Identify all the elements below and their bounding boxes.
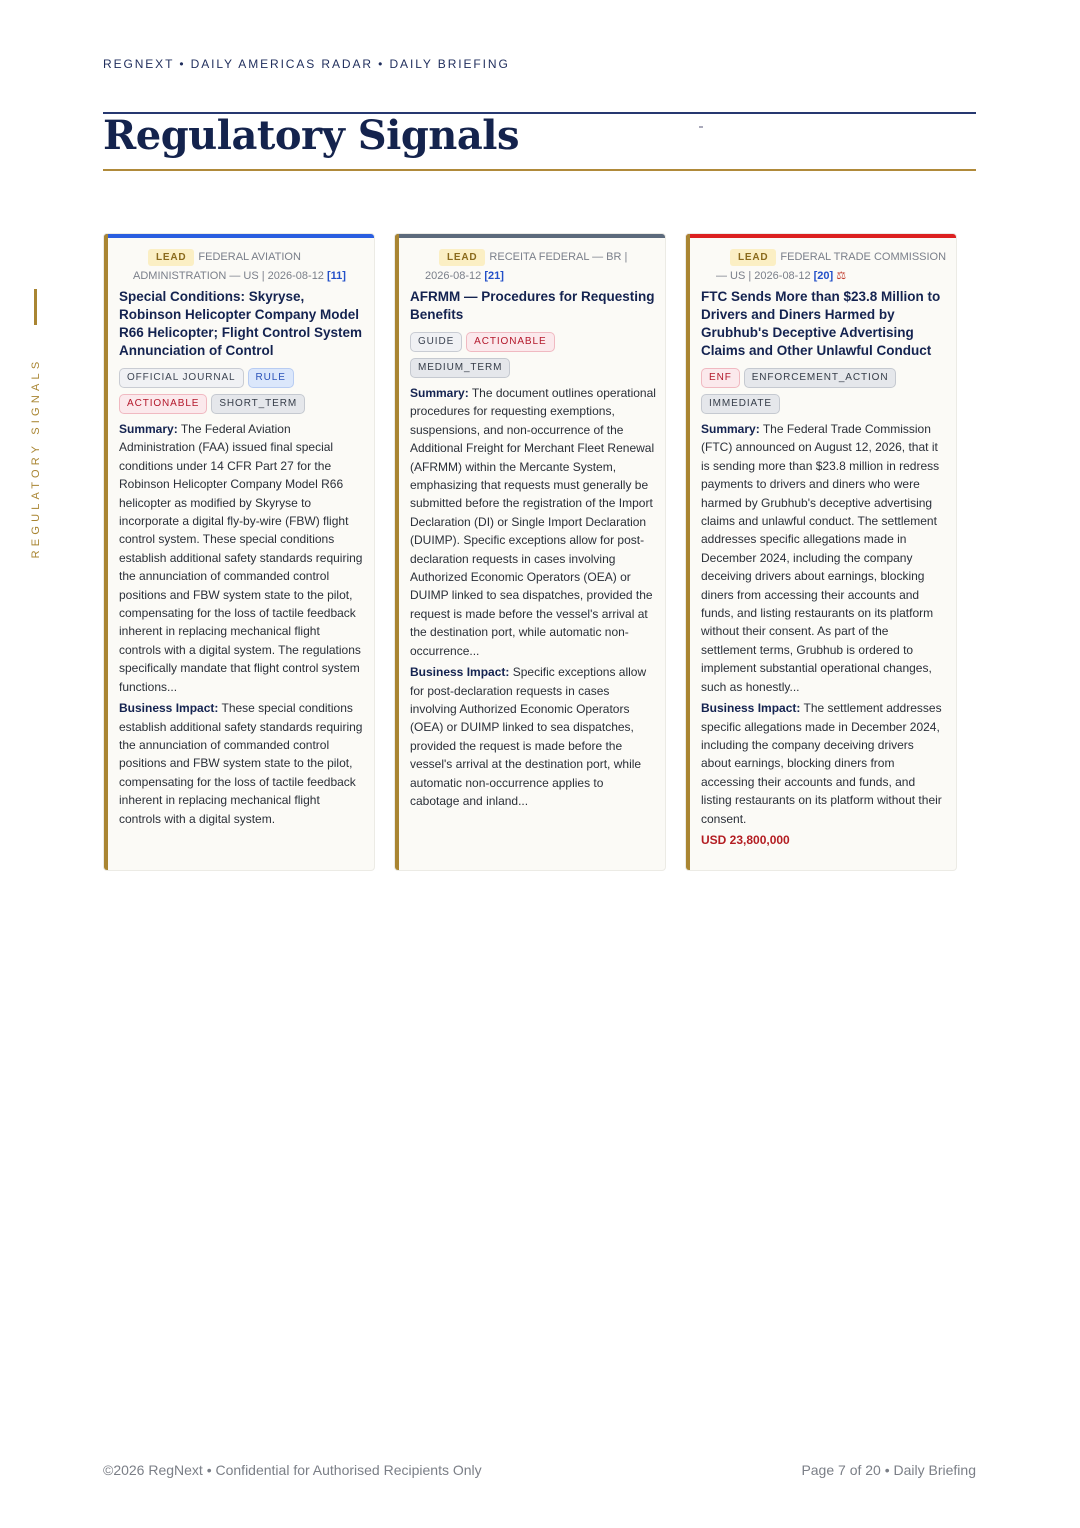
- source-line1: RECEITA FEDERAL — BR |: [489, 251, 628, 263]
- summary-label: Summary:: [119, 422, 178, 436]
- tag-official-journal: OFFICIAL JOURNAL: [119, 368, 244, 388]
- lead-badge: LEAD: [730, 249, 776, 266]
- business-impact: [701, 699, 947, 828]
- tag-immediate: IMMEDIATE: [701, 394, 780, 414]
- tag-medium-term: MEDIUM_TERM: [410, 358, 510, 378]
- signal-card[interactable]: [103, 233, 375, 871]
- source-line1: FEDERAL TRADE COMMISSION: [780, 251, 947, 263]
- card-meta: [701, 248, 947, 286]
- source-line2: ADMINISTRATION — US | 2026-08-12: [133, 270, 324, 282]
- summary-text: The Federal Aviation Administration (FAA) issued final special conditions under 14 CFR Part 27 for the Robinson Helicopter Company Model R66 helicopter as modified by Skyryse to incorporate a digital fly-by-wire (FBW) flight control system. These special conditions establish additional safety standards requiring the annunciation of commanded control positions and FBW system state to the pilot, compensating for the loss of tactile feedback inherent in replacing mechanical flight controls with a digital system. The regulations specifically mandate that flight control system functions...: [119, 422, 363, 694]
- card-left-bar: [104, 234, 108, 870]
- card-title[interactable]: AFRMM — Procedures for Requesting Benefits: [410, 289, 655, 322]
- card-meta: [119, 248, 365, 286]
- footer-page-info: Page 7 of 20 • Daily Briefing: [801, 1462, 976, 1478]
- breadcrumb: REGNEXT • DAILY AMERICAS RADAR • DAILY BRIEFING: [103, 57, 510, 71]
- summary: [410, 384, 656, 660]
- tag-guide: GUIDE: [410, 332, 462, 352]
- card-top-bar: [395, 234, 665, 238]
- scale-of-justice-icon: ⚖: [836, 270, 847, 282]
- business-impact: [410, 663, 656, 810]
- footer-copyright: ©2026 RegNext • Confidential for Authorised Recipients Only: [103, 1462, 482, 1478]
- side-section-label: REGULATORY SIGNALS: [30, 357, 42, 559]
- source-line2: 2026-08-12: [425, 270, 482, 282]
- tag-enforcement-action: ENFORCEMENT_ACTION: [744, 368, 897, 388]
- tag-rule: RULE: [248, 368, 294, 388]
- lead-badge: LEAD: [439, 249, 485, 266]
- summary: [119, 420, 365, 696]
- tag-short-term: SHORT_TERM: [211, 394, 305, 414]
- card-left-bar: [395, 234, 399, 870]
- impact-text: These special conditions establish additional safety standards requiring the annunciation of commanded control positions and FBW system state to the pilot, compensating for the loss of tactile feedback inherent in replacing mechanical flight controls with a digital system.: [119, 701, 363, 826]
- summary-label: Summary:: [701, 422, 760, 436]
- card-top-bar: [104, 234, 374, 238]
- tag-list: [119, 365, 365, 417]
- impact-label: Business Impact:: [701, 701, 801, 716]
- tag-list: [410, 329, 656, 381]
- summary-text: The document outlines operational procedures for requesting exemptions, suspensions, and non-occurrence of the Additional Freight for Merchant Fleet Renewal (AFRMM) within the Mercante System, emphasizing that requests must generally be submitted before the registration of the Import Declaration (DI) or Single Import Declaration (DUIMP). Specific exceptions allow for post-declaration requests in cases involving Authorized Economic Operators (OEA) or DUIMP linked to sea dispatches, provided the request is made before the vessel's arrival at the destination port, while automatic non-occurrence...: [410, 386, 656, 658]
- tag-actionable: ACTIONABLE: [119, 394, 207, 414]
- impact-label: Business Impact:: [410, 665, 510, 680]
- card-title[interactable]: Special Conditions: Skyryse, Robinson Helicopter Company Model R66 Helicopter; Flight Control System Annunciation of Control: [119, 289, 363, 358]
- summary-label: Summary:: [410, 386, 469, 400]
- reference-link[interactable]: [11]: [327, 270, 346, 282]
- tag-actionable: ACTIONABLE: [466, 332, 554, 352]
- title-rule-bottom: [103, 169, 976, 171]
- signal-card[interactable]: [685, 233, 957, 871]
- summary-text: The Federal Trade Commission (FTC) announced on August 12, 2026, that it is sending more than $23.8 million in redress payments to drivers and diners who were harmed by Grubhub's deceptive advertising claims and unlawful conduct. The settlement addresses specific allegations made in December 2024, including the company deceiving drivers about earnings, blocking diners from accessing their accounts and funds, and listing restaurants on its platform without their consent. As part of the settlement terms, Grubhub is ordered to implement substantial operational changes, such as honestly...: [701, 422, 940, 694]
- reference-link[interactable]: [20]: [813, 270, 834, 282]
- business-impact: [119, 699, 365, 828]
- decorative-dot: [699, 126, 703, 128]
- lead-badge: LEAD: [148, 249, 194, 266]
- tag-list: [701, 365, 947, 417]
- page-title: Regulatory Signals: [103, 112, 520, 159]
- card-top-bar: [686, 234, 956, 238]
- reference-link[interactable]: [21]: [484, 270, 504, 282]
- card-meta: [410, 248, 656, 286]
- card-left-bar: [686, 234, 690, 870]
- source-line2: — US | 2026-08-12: [716, 270, 811, 282]
- card-title[interactable]: FTC Sends More than $23.8 Million to Drivers and Diners Harmed by Grubhub's Deceptive Advertising Claims and Other Unlawful Conduct: [701, 289, 941, 358]
- source-line1: FEDERAL AVIATION: [198, 251, 301, 263]
- side-accent-bar: [34, 289, 37, 325]
- impact-label: Business Impact:: [119, 701, 219, 716]
- tag-enf: ENF: [701, 368, 740, 388]
- summary: [701, 420, 947, 696]
- impact-text: The settlement addresses specific allegations made in December 2024, including the company deceiving drivers about earnings, blocking diners from accessing their accounts and funds, and listing restaurants on its platform without their consent.: [701, 701, 942, 826]
- signal-card[interactable]: [394, 233, 666, 871]
- penalty-amount: USD 23,800,000: [701, 832, 790, 847]
- impact-text: Specific exceptions allow for post-declaration requests in cases involving Authorized Economic Operators (OEA) or DUIMP linked to sea dispatches, provided the request is made before the vessel's arrival at the destination port, while automatic non-occurrence applies to cabotage and inland...: [410, 665, 647, 808]
